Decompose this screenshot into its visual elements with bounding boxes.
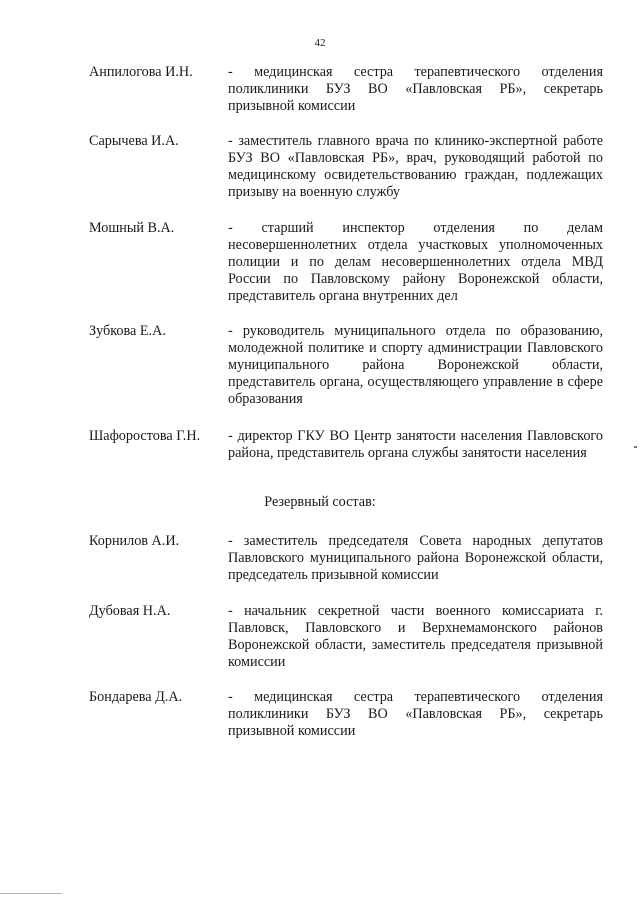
reserve-heading: Резервный состав: bbox=[264, 494, 376, 510]
member-name: Дубовая Н.А. bbox=[89, 603, 171, 619]
member-name: Зубкова Е.А. bbox=[89, 323, 166, 339]
member-description: - заместитель председателя Совета народных депутатов Павловского муниципального района Воронежской области, председатель призывной комиссии bbox=[228, 533, 603, 583]
member-description: - медицинская сестра терапевтического отделения поликлиники БУЗ ВО «Павловская РБ», секретарь призывной комиссии bbox=[228, 689, 603, 739]
page-number: 42 bbox=[314, 37, 326, 49]
member-name: Корнилов А.И. bbox=[89, 533, 180, 549]
member-description: - руководитель муниципального отдела по образованию, молодежной политике и спорту администрации Павловского муниципального района Воронежской области, представитель органа, осуществляющего управление в сфере образования bbox=[228, 323, 603, 407]
member-name: Бондарева Д.А. bbox=[89, 689, 183, 705]
member-description: - заместитель главного врача по клинико-экспертной работе БУЗ ВО «Павловская РБ», врач, руководящий работой по медицинскому освидетельствованию граждан, подлежащих призыву на военную службу bbox=[228, 133, 603, 200]
member-description: - старший инспектор отделения по делам несовершеннолетних отдела участковых уполномоченных полиции и по делам несовершеннолетних отдела МВД России по Павловскому району Воронежской области, представитель органа внутренних дел bbox=[228, 220, 603, 304]
member-description: - начальник секретной части военного комиссариата г. Павловск, Павловского и Верхнемамонского районов Воронежской области, заместитель председателя призывной комиссии bbox=[228, 603, 603, 670]
scan-mark bbox=[634, 446, 637, 448]
member-name: Мошный В.А. bbox=[89, 220, 175, 236]
member-name: Анпилогова И.Н. bbox=[89, 64, 193, 80]
member-name: Шафоростова Г.Н. bbox=[89, 428, 201, 444]
member-description: - медицинская сестра терапевтического отделения поликлиники БУЗ ВО «Павловская РБ», секретарь призывной комиссии bbox=[228, 64, 603, 114]
footer-rule bbox=[0, 893, 62, 894]
member-name: Сарычева И.А. bbox=[89, 133, 179, 149]
member-description: - директор ГКУ ВО Центр занятости населения Павловского района, представитель органа службы занятости населения bbox=[228, 428, 603, 461]
